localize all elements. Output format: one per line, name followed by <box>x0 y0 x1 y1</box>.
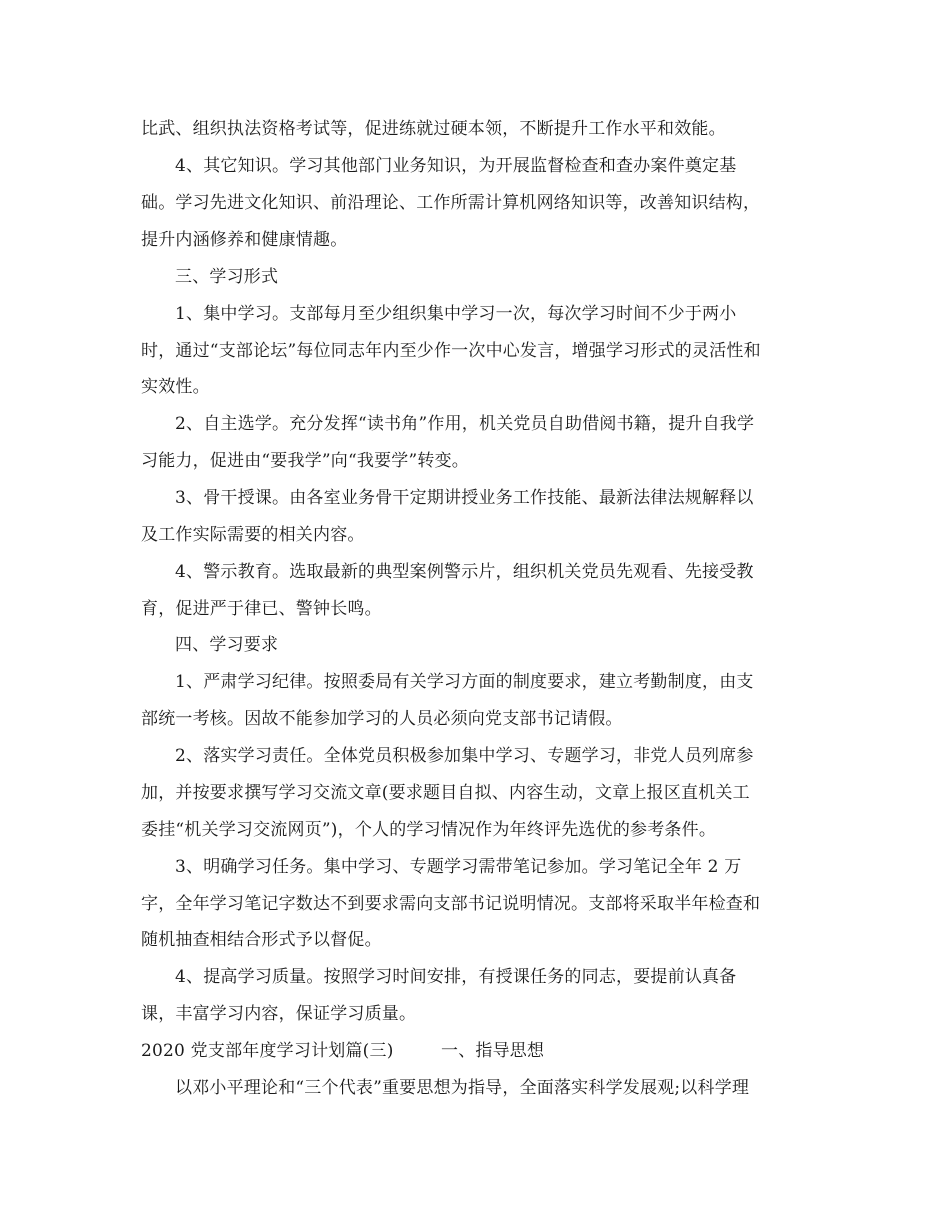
paragraph-line: 2、落实学习责任。全体党员积极参加集中学习、专题学习，非党人员列席参 <box>175 746 754 766</box>
paragraph-line: 比武、组织执法资格考试等，促进练就过硬本领，不断提升工作水平和效能。 <box>141 119 726 139</box>
paragraph-line: 3、明确学习任务。集中学习、专题学习需带笔记参加。学习笔记全年 2 万 <box>175 857 742 877</box>
paragraph-line: 2、自主选学。充分发挥“读书角”作用，机关党员自助借阅书籍，提升自我学 <box>175 414 755 434</box>
paragraph-line: 提升内涵修养和健康情趣。 <box>141 230 348 250</box>
section-heading: 四、学习要求 <box>175 635 279 655</box>
article-title: 2020 党支部年度学习计划篇(三) <box>141 1041 394 1061</box>
paragraph-line: 4、其它知识。学习其他部门业务知识，为开展监督检查和查办案件奠定基 <box>175 156 737 176</box>
paragraph-line: 1、严肃学习纪律。按照委局有关学习方面的制度要求，建立考勤制度，由支 <box>175 672 754 692</box>
paragraph-line: 育，促进严于律已、警钟长鸣。 <box>141 599 382 619</box>
section-heading: 三、学习形式 <box>175 267 279 287</box>
paragraph-line: 字，全年学习笔记字数达不到要求需向支部书记说明情况。支部将采取半年检查和 <box>141 894 761 914</box>
paragraph-line: 加，并按要求撰写学习交流文章(要求题目自拟、内容生动，文章上报区直机关工 <box>141 783 750 803</box>
paragraph-line: 时，通过“支部论坛”每位同志年内至少作一次中心发言，增强学习形式的灵活性和 <box>141 341 761 361</box>
paragraph-line: 以邓小平理论和“三个代表”重要思想为指导，全面落实科学发展观;以科学理 <box>175 1078 750 1098</box>
section-heading: 一、指导思想 <box>441 1041 545 1061</box>
paragraph-line: 3、骨干授课。由各室业务骨干定期讲授业务工作技能、最新法律法规解释以 <box>175 488 754 508</box>
paragraph-line: 4、提高学习质量。按照学习时间安排，有授课任务的同志，要提前认真备 <box>175 967 737 987</box>
paragraph-line: 及工作实际需要的相关内容。 <box>141 525 365 545</box>
paragraph-line: 1、集中学习。支部每月至少组织集中学习一次，每次学习时间不少于两小 <box>175 304 737 324</box>
paragraph-line: 础。学习先进文化知识、前沿理论、工作所需计算机网络知识等，改善知识结构， <box>141 193 761 213</box>
paragraph-line: 课，丰富学习内容，保证学习质量。 <box>141 1004 417 1024</box>
paragraph-line: 4、警示教育。选取最新的典型案例警示片，组织机关党员先观看、先接受教 <box>175 562 754 582</box>
paragraph-line: 随机抽查相结合形式予以督促。 <box>141 930 382 950</box>
paragraph-line: 委挂“机关学习交流网页”)，个人的学习情况作为年终评先选优的参考条件。 <box>141 820 717 840</box>
paragraph-line: 部统一考核。因故不能参加学习的人员必须向党支部书记请假。 <box>141 709 623 729</box>
paragraph-line: 实效性。 <box>141 377 210 397</box>
paragraph-line: 习能力，促进由“要我学”向“我要学”转变。 <box>141 451 469 471</box>
